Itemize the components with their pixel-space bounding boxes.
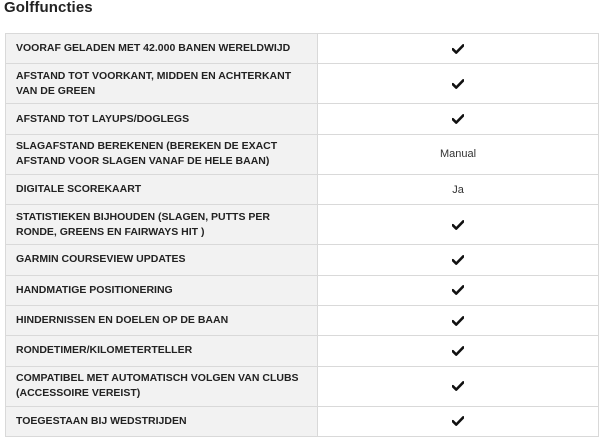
feature-value-text: Ja [452,183,464,196]
feature-label: AFSTAND TOT LAYUPS/DOGLEGS [6,104,318,134]
feature-value [318,366,599,406]
feature-label: RONDETIMER/KILOMETERTELLER [6,336,318,366]
checkmark-icon [452,114,464,124]
table-row [6,406,599,436]
checkmark-icon [452,255,464,265]
feature-value-text: Manual [439,148,477,161]
table-row [6,275,599,305]
table-row [6,134,599,174]
checkmark-icon [452,79,464,89]
feature-value [318,406,599,436]
feature-label: DIGITALE SCOREKAART [6,174,318,204]
feature-label: AFSTAND TOT VOORKANT, MIDDEN EN ACHTERKANT VAN DE GREEN [6,64,318,104]
checkmark-icon [452,346,464,356]
checkmark-icon [452,220,464,230]
feature-value [318,205,599,245]
feature-value [318,64,599,104]
page-title: Golffuncties [4,0,93,16]
feature-value [318,305,599,335]
feature-label: COMPATIBEL MET AUTOMATISCH VOLGEN VAN CLUBS (ACCESSOIRE VEREIST) [6,366,318,406]
feature-label: HINDERNISSEN EN DOELEN OP DE BAAN [6,305,318,335]
feature-label: HANDMATIGE POSITIONERING [6,275,318,305]
table-row [6,305,599,335]
checkmark-icon [452,416,464,426]
table-row [6,336,599,366]
feature-value [318,275,599,305]
feature-value [318,34,599,64]
table-row [6,174,599,204]
feature-label: VOORAF GELADEN MET 42.000 BANEN WERELDWIJD [6,34,318,64]
feature-label: STATISTIEKEN BIJHOUDEN (SLAGEN, PUTTS PER RONDE, GREENS EN FAIRWAYS HIT ) [6,205,318,245]
table-row [6,64,599,104]
feature-label: TOEGESTAAN BIJ WEDSTRIJDEN [6,406,318,436]
feature-label: SLAGAFSTAND BEREKENEN (BEREKEN DE EXACT AFSTAND VOOR SLAGEN VANAF DE HELE BAAN) [6,134,318,174]
checkmark-icon [452,381,464,391]
feature-value [318,245,599,275]
checkmark-icon [452,285,464,295]
feature-value [318,174,599,204]
feature-value [318,336,599,366]
golf-features-table [5,33,599,437]
table-row [6,34,599,64]
feature-value [318,134,599,174]
feature-label: GARMIN COURSEVIEW UPDATES [6,245,318,275]
checkmark-icon [452,44,464,54]
table-row [6,205,599,245]
table-row [6,366,599,406]
table-row [6,245,599,275]
table-row [6,104,599,134]
checkmark-icon [452,316,464,326]
feature-value [318,104,599,134]
